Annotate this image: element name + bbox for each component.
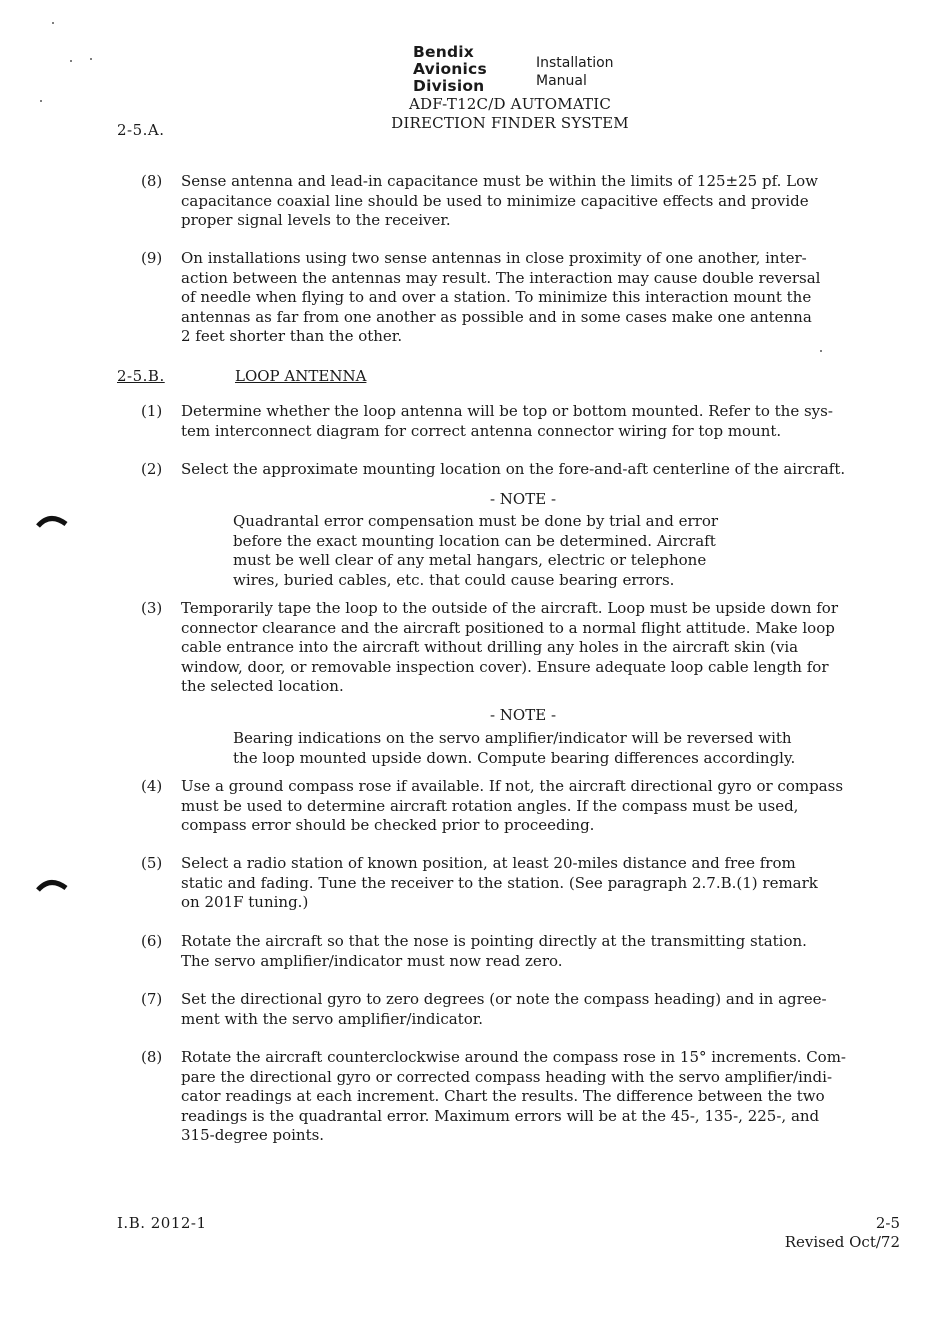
item-number: (6) [141, 932, 163, 950]
item-number: (1) [141, 402, 163, 420]
text-line: ment with the servo amplifier/indicator. [181, 1009, 484, 1028]
text-line: window, door, or removable inspection cover). Ensure adequate loop cable length for [181, 657, 829, 676]
section-heading-id: 2-5.B. [117, 367, 165, 385]
text-line: Select the approximate mounting location on the fore-and-aft centerline of the aircraft. [181, 460, 846, 478]
text-line: Rotate the aircraft counterclockwise around the compass rose in 15° increments. Com- [181, 1048, 846, 1066]
item-text [181, 1048, 949, 1146]
text-line: readings is the quadrantal error. Maximum errors will be at the 45-, 135-, 225-, and [181, 1106, 820, 1125]
text-line: antennas as far from one another as possible and in some cases make one antenna [181, 307, 812, 326]
text-line: must be well clear of any metal hangars, electric or telephone [233, 551, 707, 569]
title-line: DIRECTION FINDER SYSTEM [391, 114, 629, 132]
text-line: Use a ground compass rose if available. If not, the aircraft directional gyro or compass [181, 777, 844, 795]
scan-speck [40, 100, 42, 102]
logo-line: Division [413, 77, 485, 95]
item-text [181, 854, 949, 913]
text-line: must be used to determine aircraft rotation angles. If the compass must be used, [181, 796, 799, 815]
text-line: cable entrance into the aircraft without drilling any holes in the aircraft skin (via [181, 638, 799, 656]
document-title [330, 95, 690, 133]
text-line: static and fading. Tune the receiver to the station. (See paragraph 2.7.B.(1) remark [181, 873, 818, 892]
manual-line: Installation [536, 55, 614, 71]
text-line: Determine whether the loop antenna will be top or bottom mounted. Refer to the sys- [181, 402, 833, 420]
text-line: proper signal levels to the receiver. [181, 211, 451, 229]
text-line: capacitance coaxial line should be used to minimize capacitive effects and provide [181, 191, 809, 210]
item-number: (5) [141, 854, 163, 872]
text-line: On installations using two sense antennas in close proximity of one another, inter- [181, 249, 807, 267]
item-number: (3) [141, 599, 163, 617]
text-line: compass error should be checked prior to proceeding. [181, 816, 595, 834]
item-number: (8) [141, 172, 163, 190]
item-text [181, 402, 949, 441]
note-label: - NOTE - [489, 490, 557, 508]
text-line: Rotate the aircraft so that the nose is pointing directly at the transmitting station. [181, 932, 807, 950]
manual-label [536, 54, 614, 90]
text-line: The servo amplifier/indicator must now read zero. [181, 951, 563, 970]
text-line: the selected location. [181, 677, 344, 695]
text-line: 315-degree points. [181, 1126, 325, 1144]
scan-speck [52, 22, 54, 24]
text-line: Select a radio station of known position, at least 20-miles distance and free from [181, 854, 796, 872]
title-line: ADF-T12C/D AUTOMATIC [408, 95, 612, 113]
item-text [181, 599, 949, 697]
item-number: (9) [141, 249, 163, 267]
text-line: Sense antenna and lead-in capacitance must be within the limits of 125±25 pf. Low [181, 172, 818, 190]
note-text [233, 512, 913, 590]
logo-line: Avionics [413, 60, 487, 78]
item-text [181, 777, 949, 836]
item-number: (4) [141, 777, 163, 795]
scan-speck [820, 350, 822, 352]
scan-speck [70, 60, 72, 62]
item-text [181, 932, 949, 971]
manual-line: Manual [536, 73, 587, 89]
text-line: 2 feet shorter than the other. [181, 327, 403, 345]
item-text [181, 249, 949, 347]
item-text [181, 990, 949, 1029]
document-number: I.B. 2012-1 [117, 1214, 207, 1232]
section-id: 2-5.A. [117, 121, 165, 139]
text-line: the loop mounted upside down. Compute bearing differences accordingly. [233, 748, 796, 767]
page-footer [760, 1214, 900, 1252]
page-number: 2-5 [875, 1214, 900, 1232]
bendix-logo [413, 44, 523, 95]
text-line: of needle when flying to and over a station. To minimize this interaction mount the [181, 288, 812, 306]
section-heading-title: LOOP ANTENNA [235, 367, 367, 385]
revision-date: Revised Oct/72 [784, 1233, 900, 1251]
text-line: connector clearance and the aircraft positioned to a normal flight attitude. Make loop [181, 618, 835, 637]
logo-line: Bendix [413, 43, 474, 61]
text-line: Temporarily tape the loop to the outside of the aircraft. Loop must be upside down for [181, 599, 838, 617]
text-line: pare the directional gyro or corrected compass heading with the servo amplifier/indi- [181, 1067, 833, 1086]
text-line: Set the directional gyro to zero degrees (or note the compass heading) and in agree- [181, 990, 827, 1008]
text-line: tem interconnect diagram for correct antenna connector wiring for top mount. [181, 421, 782, 440]
binder-mark-1 [36, 512, 68, 532]
text-line: before the exact mounting location can be determined. Aircraft [233, 531, 716, 550]
text-line: Bearing indications on the servo amplifier/indicator will be reversed with [233, 729, 792, 747]
note-text [233, 729, 913, 768]
text-line: action between the antennas may result. The interaction may cause double reversal [181, 268, 821, 287]
item-number: (7) [141, 990, 163, 1008]
item-text [181, 460, 949, 480]
item-text [181, 172, 949, 231]
note-label: - NOTE - [489, 706, 557, 724]
text-line: wires, buried cables, etc. that could cause bearing errors. [233, 570, 675, 589]
scan-speck [90, 58, 92, 60]
item-number: (2) [141, 460, 163, 478]
text-line: on 201F tuning.) [181, 893, 309, 911]
text-line: Quadrantal error compensation must be done by trial and error [233, 512, 719, 530]
text-line: cator readings at each increment. Chart the results. The difference between the two [181, 1087, 825, 1105]
item-number: (8) [141, 1048, 163, 1066]
binder-mark-2 [36, 876, 68, 896]
